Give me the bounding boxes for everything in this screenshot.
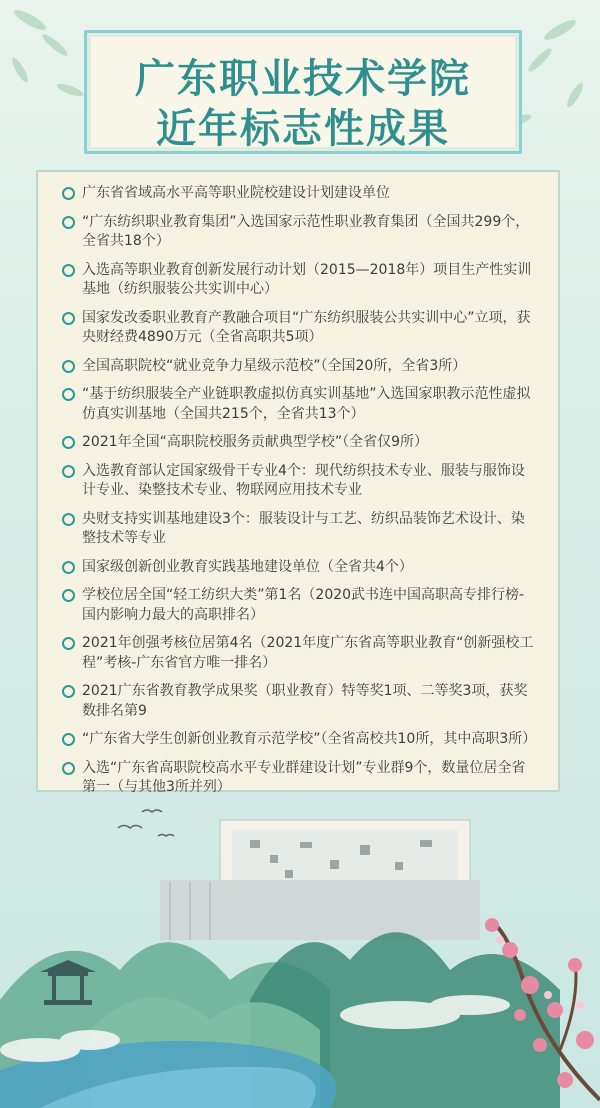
list-item: “广东省大学生创新创业教育示范学校”（全省高校共10所，其中高职3所） <box>60 730 538 750</box>
list-item: 广东省省域高水平高等职业院校建设计划建设单位 <box>60 184 538 204</box>
campus-landscape-illustration <box>0 800 600 1108</box>
circle-bullet-icon <box>62 589 75 602</box>
list-item: 国家发改委职业教育产教融合项目“广东纺织服装公共实训中心”立项，获央财经费4890万元（全省高职共5项） <box>60 309 538 348</box>
list-item: “广东纺织职业教育集团”入选国家示范性职业教育集团（全国共299个，全省共18个） <box>60 213 538 252</box>
achievements-card <box>36 170 560 795</box>
list-item: 2021年创强考核位居第4名（2021年度广东省高等职业教育“创新强校工程”考核-广东省官方唯一排名） <box>60 634 538 673</box>
page-title: 广东职业技术学院 <box>135 56 471 102</box>
circle-bullet-icon <box>62 312 75 325</box>
list-item: 学校位居全国“轻工纺织大类”第1名（2020武书连中国高职高专排行榜-国内影响力最大的高职排名） <box>60 586 538 625</box>
list-item: 国家级创新创业教育实践基地建设单位（全省共4个） <box>60 558 538 578</box>
list-item: 入选教育部认定国家级骨干专业4个：现代纺织技术专业、服装与服饰设计专业、染整技术专业、物联网应用技术专业 <box>60 462 538 501</box>
page-subtitle: 近年标志性成果 <box>156 106 450 152</box>
circle-bullet-icon <box>62 465 75 478</box>
list-item: 2021年全国“高职院校服务贡献典型学校”（全省仅9所） <box>60 433 538 453</box>
circle-bullet-icon <box>62 762 75 775</box>
circle-bullet-icon <box>62 264 75 277</box>
birds-icon <box>118 810 174 836</box>
title-banner <box>84 30 522 154</box>
circle-bullet-icon <box>62 561 75 574</box>
circle-bullet-icon <box>62 216 75 229</box>
campus-building-icon <box>160 820 480 940</box>
circle-bullet-icon <box>62 685 75 698</box>
list-item: “基于纺织服装全产业链职教虚拟仿真实训基地”入选国家职教示范性虚拟仿真实训基地（全国共215个，全省共13个） <box>60 385 538 424</box>
circle-bullet-icon <box>62 513 75 526</box>
circle-bullet-icon <box>62 360 75 373</box>
list-item: 央财支持实训基地建设3个：服装设计与工艺、纺织品装饰艺术设计、染整技术等专业 <box>60 510 538 549</box>
achievements-list <box>38 172 558 798</box>
list-item: 入选高等职业教育创新发展行动计划（2015—2018年）项目生产性实训基地（纺织服装公共实训中心） <box>60 261 538 300</box>
list-item: 入选“广东省高职院校高水平专业群建设计划”专业群9个，数量位居全省第一（与其他3所并列） <box>60 759 538 798</box>
circle-bullet-icon <box>62 388 75 401</box>
circle-bullet-icon <box>62 436 75 449</box>
list-item: 全国高职院校“就业竞争力星级示范校”（全国20所，全省3所） <box>60 357 538 377</box>
circle-bullet-icon <box>62 187 75 200</box>
list-item: 2021广东省教育教学成果奖（职业教育）特等奖1项、二等奖3项，获奖数排名第9 <box>60 682 538 721</box>
circle-bullet-icon <box>62 733 75 746</box>
circle-bullet-icon <box>62 637 75 650</box>
